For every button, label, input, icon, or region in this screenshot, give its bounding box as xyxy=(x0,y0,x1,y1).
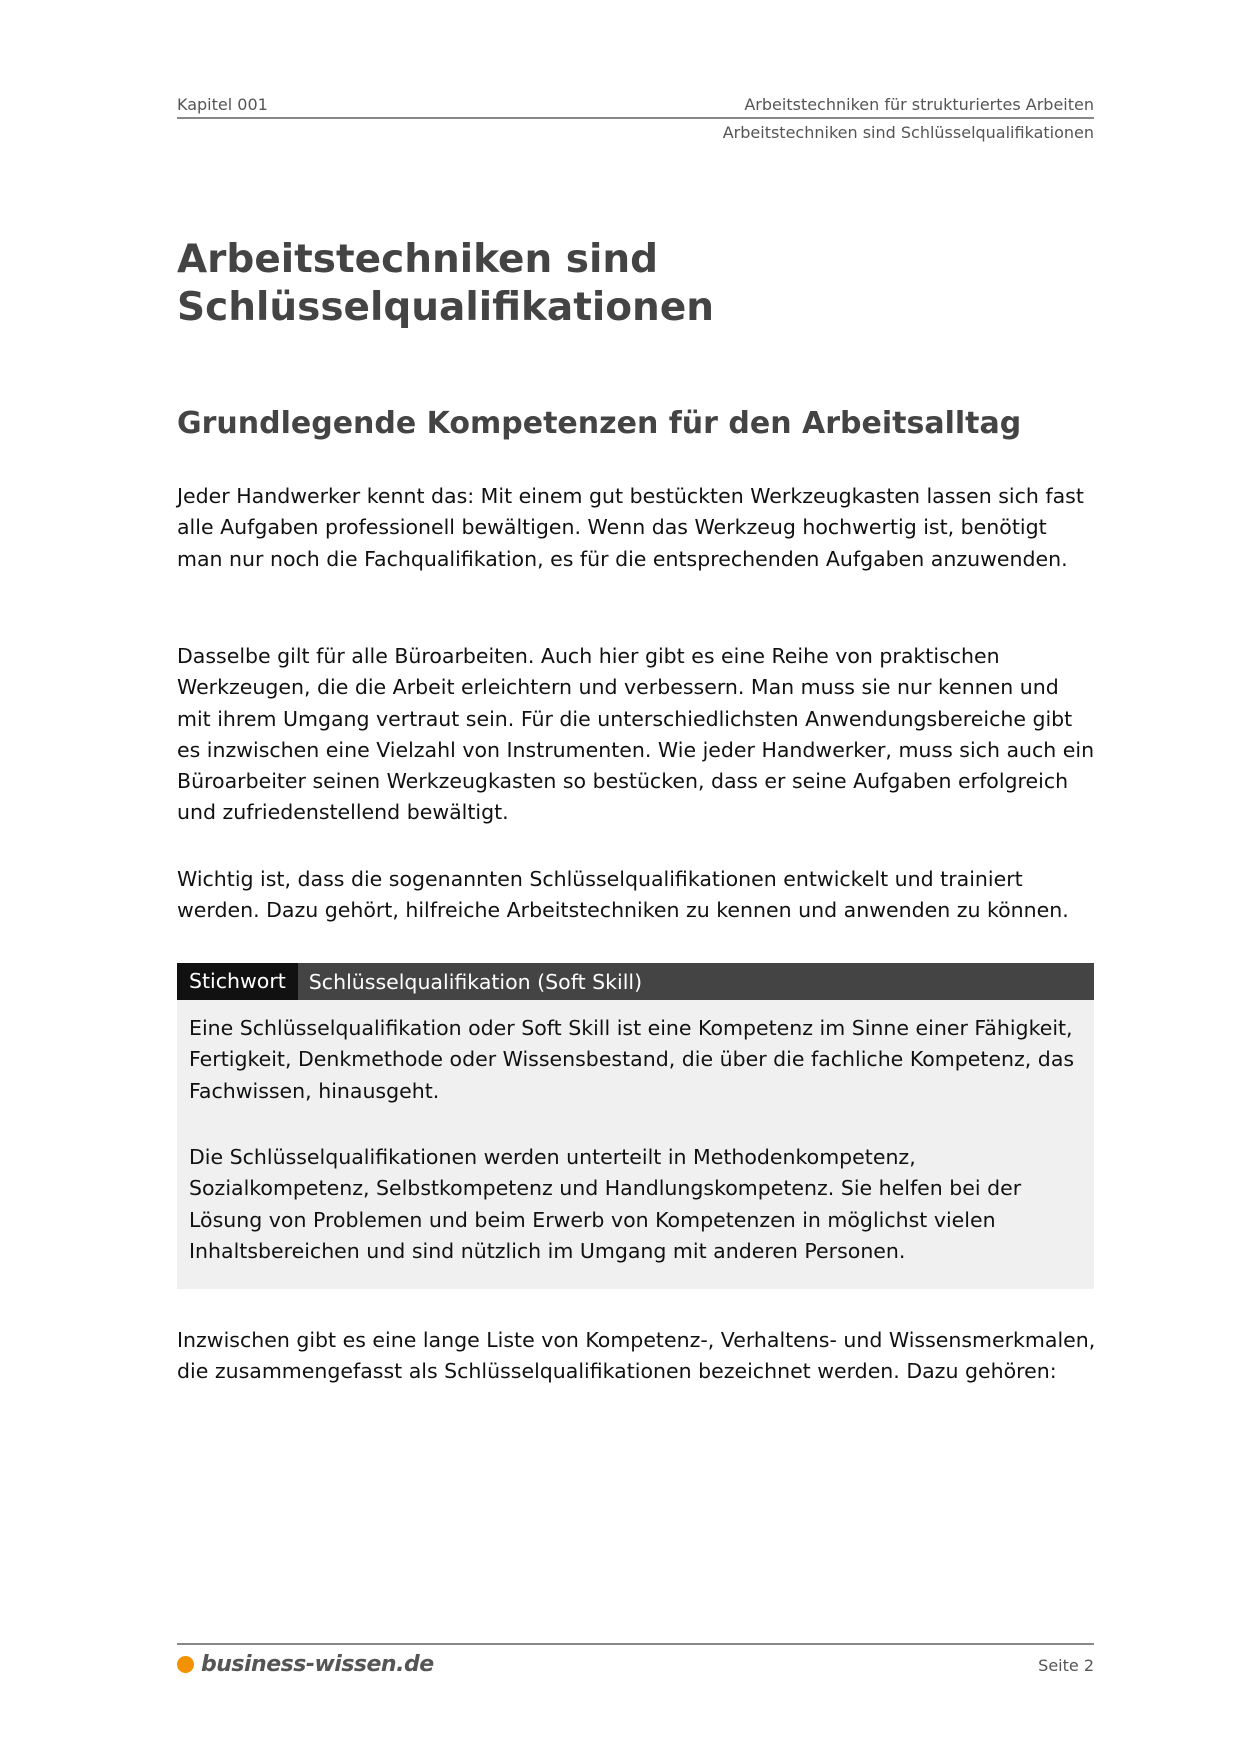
body-paragraph-2: Dasselbe gilt für alle Büroarbeiten. Auch hier gibt es eine Reihe von praktischen Werkzeugen, die die Arbeit erleichtern und verbessern. Man muss sie nur kennen und mit ihrem Umgang vertraut sein. Für die unterschiedlichsten Anwendungsbereiche gibt es inzwischen eine Vielzahl von Instrumenten. Wie jeder Handwerker, muss sich auch ein Büroarbeiter seinen Werkzeugkasten so bestücken, dass er seine Aufgaben erfolgreich und zufriedenstellend bewältigt. xyxy=(177,644,1095,825)
glossary-box xyxy=(177,1000,1094,1289)
section-heading: Grundlegende Kompetenzen für den Arbeitsalltag xyxy=(177,406,1022,441)
glossary-paragraph-2: Die Schlüsselqualifikationen werden unterteilt in Methodenkompetenz, Sozialkompetenz, Selbstkompetenz und Handlungskompetenz. Sie helfen bei der Lösung von Problemen und beim Erwerb von Kompetenzen in möglichst vielen Inhaltsbereichen und sind nützlich im Umgang mit anderen Personen. xyxy=(189,1145,1022,1263)
header-divider xyxy=(177,117,1094,119)
body-paragraph-3: Wichtig ist, dass die sogenannten Schlüsselqualifikationen entwickelt und trainiert werden. Dazu gehört, hilfreiche Arbeitstechniken zu kennen und anwenden zu können. xyxy=(177,867,1069,923)
glossary-tag: Stichwort xyxy=(177,963,298,1000)
page-title-line-2: Schlüsselqualifikationen xyxy=(177,285,715,330)
header-chapter: Kapitel 001 xyxy=(177,95,268,114)
closing-paragraph: Inzwischen gibt es eine lange Liste von Kompetenz-, Verhaltens- und Wissensmerkmalen, die zusammengefasst als Schlüsselqualifikationen bezeichnet werden. Dazu gehören: xyxy=(177,1328,1096,1384)
glossary-header xyxy=(177,963,1094,1000)
logo-dot-icon xyxy=(177,1656,194,1673)
logo-text: business-wissen.de xyxy=(201,1652,434,1677)
glossary-term: Schlüsselqualifikation (Soft Skill) xyxy=(308,969,643,994)
body-paragraph-1: Jeder Handwerker kennt das: Mit einem gut bestückten Werkzeugkasten lassen sich fast alle Aufgaben professionell bewältigen. Wenn das Werkzeug hochwertig ist, benötigt man nur noch die Fachqualifikation, es für die entsprechenden Aufgaben anzuwenden. xyxy=(177,484,1084,571)
header-book-title: Arbeitstechniken für strukturiertes Arbeiten xyxy=(744,95,1094,114)
glossary-paragraph-1: Eine Schlüsselqualifikation oder Soft Skill ist eine Kompetenz im Sinne einer Fähigkeit, Fertigkeit, Denkmethode oder Wissensbestand, die über die fachliche Kompetenz, das Fachwissen, hinausgeht. xyxy=(189,1016,1075,1103)
footer-divider xyxy=(177,1643,1094,1645)
business-wissen-logo[interactable] xyxy=(177,1652,434,1677)
page-title xyxy=(177,236,1094,332)
page-title-line-1: Arbeitstechniken sind xyxy=(177,237,659,282)
page-number: Seite 2 xyxy=(1038,1656,1094,1675)
header-section-title: Arbeitstechniken sind Schlüsselqualifikationen xyxy=(722,123,1094,142)
